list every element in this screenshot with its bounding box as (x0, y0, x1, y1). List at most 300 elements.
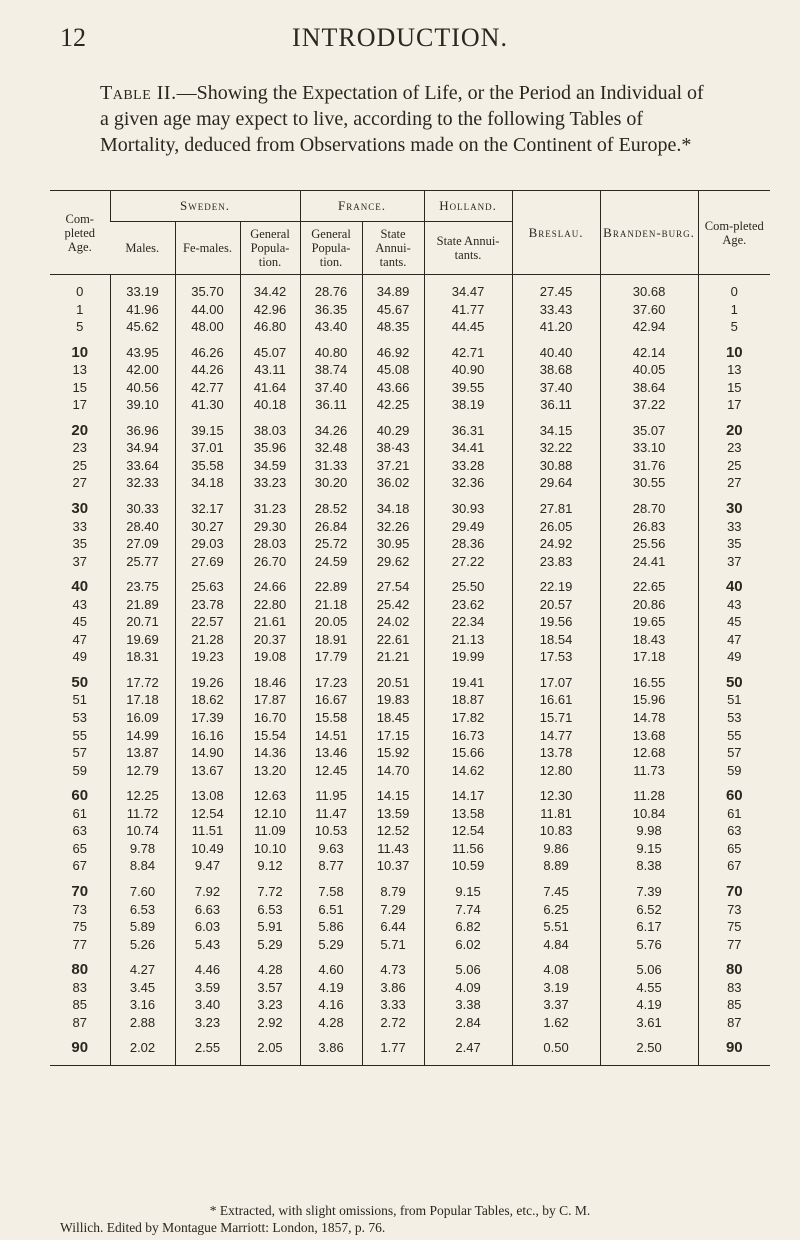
value-cell: 14.70 (362, 762, 424, 780)
value-cell: 30.27 (175, 518, 240, 536)
value-cell: 34.42 (240, 275, 300, 301)
value-cell: 2.05 (240, 1031, 300, 1065)
value-cell: 9.15 (600, 840, 698, 858)
age-cell: 59 (698, 762, 770, 780)
value-cell: 18.54 (512, 631, 600, 649)
value-cell: 36.96 (110, 414, 175, 440)
table-row (50, 901, 770, 919)
age-cell: 49 (72, 649, 87, 665)
value-cell: 16.16 (175, 727, 240, 745)
value-cell: 11.72 (110, 805, 175, 823)
col-header-france: France. (300, 191, 424, 222)
value-cell: 11.43 (362, 840, 424, 858)
col-header-holland-state: State Annui-tants. (424, 222, 512, 275)
value-cell: 12.45 (300, 762, 362, 780)
age-cell: 47 (698, 631, 770, 649)
value-cell: 5.29 (240, 936, 300, 954)
table-row (50, 979, 770, 997)
value-cell: 28.76 (300, 275, 362, 301)
value-cell: 32.36 (424, 474, 512, 492)
value-cell: 3.38 (424, 996, 512, 1014)
value-cell: 7.39 (600, 875, 698, 901)
value-cell: 19.99 (424, 648, 512, 666)
value-cell: 2.84 (424, 1014, 512, 1032)
value-cell: 2.88 (110, 1014, 175, 1032)
table-row (50, 840, 770, 858)
value-cell: 45.62 (110, 318, 175, 336)
age-cell: 51 (698, 691, 770, 709)
value-cell: 33.28 (424, 457, 512, 475)
value-cell: 40.80 (300, 336, 362, 362)
value-cell: 33.10 (600, 439, 698, 457)
value-cell: 41.20 (512, 318, 600, 336)
value-cell: 5.06 (424, 953, 512, 979)
value-cell: 23.78 (175, 596, 240, 614)
value-cell: 6.82 (424, 918, 512, 936)
value-cell: 21.28 (175, 631, 240, 649)
running-head: INTRODUCTION. (292, 23, 508, 52)
value-cell: 13.87 (110, 744, 175, 762)
value-cell: 8.38 (600, 857, 698, 875)
value-cell: 3.37 (512, 996, 600, 1014)
age-cell: 55 (698, 727, 770, 745)
value-cell: 21.61 (240, 613, 300, 631)
value-cell: 36.35 (300, 301, 362, 319)
value-cell: 5.26 (110, 936, 175, 954)
age-cell: 47 (72, 631, 87, 647)
table-row (50, 613, 770, 631)
value-cell: 37.40 (512, 379, 600, 397)
age-cell: 77 (698, 936, 770, 954)
value-cell: 32.22 (512, 439, 600, 457)
value-cell: 42.71 (424, 336, 512, 362)
value-cell: 12.63 (240, 779, 300, 805)
age-cell: 15 (72, 379, 87, 395)
value-cell: 20.37 (240, 631, 300, 649)
col-header-sweden-males: Males. (110, 222, 175, 275)
age-cell: 40 (698, 570, 770, 596)
age-cell: 10 (71, 343, 89, 361)
value-cell: 17.18 (600, 648, 698, 666)
value-cell: 30.68 (600, 275, 698, 301)
value-cell: 25.56 (600, 535, 698, 553)
value-cell: 13.78 (512, 744, 600, 762)
value-cell: 12.52 (362, 822, 424, 840)
value-cell: 6.02 (424, 936, 512, 954)
life-expectancy-table (50, 191, 770, 1066)
caption-text: —Showing the Expectation of Life, or the Period an Individual of a given age may expect to live, according to the following Tables of Mortality, deduced from Observations made on the Continent of Europe.* (100, 82, 704, 156)
value-cell: 14.62 (424, 762, 512, 780)
age-cell: 85 (698, 996, 770, 1014)
value-cell: 2.72 (362, 1014, 424, 1032)
table-row (50, 518, 770, 536)
value-cell: 19.08 (240, 648, 300, 666)
value-cell: 7.92 (175, 875, 240, 901)
age-cell: 43 (698, 596, 770, 614)
value-cell: 17.53 (512, 648, 600, 666)
value-cell: 24.41 (600, 553, 698, 571)
value-cell: 10.49 (175, 840, 240, 858)
table-body (50, 275, 770, 1066)
value-cell: 28.70 (600, 492, 698, 518)
value-cell: 18.43 (600, 631, 698, 649)
value-cell: 39.55 (424, 379, 512, 397)
value-cell: 8.84 (110, 857, 175, 875)
value-cell: 11.95 (300, 779, 362, 805)
value-cell: 10.59 (424, 857, 512, 875)
footnote (60, 1202, 740, 1236)
value-cell: 34.94 (110, 439, 175, 457)
value-cell: 20.71 (110, 613, 175, 631)
age-cell: 60 (698, 779, 770, 805)
value-cell: 23.62 (424, 596, 512, 614)
value-cell: 28.03 (240, 535, 300, 553)
value-cell: 15.66 (424, 744, 512, 762)
value-cell: 34.41 (424, 439, 512, 457)
value-cell: 18.45 (362, 709, 424, 727)
age-cell: 61 (72, 805, 87, 821)
value-cell: 12.10 (240, 805, 300, 823)
value-cell: 29.30 (240, 518, 300, 536)
value-cell: 29.49 (424, 518, 512, 536)
value-cell: 30.55 (600, 474, 698, 492)
table-row (50, 301, 770, 319)
table-row (50, 492, 770, 518)
table-row (50, 805, 770, 823)
value-cell: 15.54 (240, 727, 300, 745)
value-cell: 4.19 (600, 996, 698, 1014)
value-cell: 40.40 (512, 336, 600, 362)
value-cell: 27.54 (362, 570, 424, 596)
value-cell: 21.13 (424, 631, 512, 649)
table-row (50, 762, 770, 780)
value-cell: 3.86 (300, 1031, 362, 1065)
age-cell: 80 (698, 953, 770, 979)
value-cell: 36.02 (362, 474, 424, 492)
value-cell: 11.56 (424, 840, 512, 858)
value-cell: 33.19 (110, 275, 175, 301)
table-caption (100, 80, 710, 158)
value-cell: 16.09 (110, 709, 175, 727)
age-cell: 50 (698, 666, 770, 692)
col-header-france-general: General Popula-tion. (300, 222, 362, 275)
value-cell: 21.21 (362, 648, 424, 666)
value-cell: 13.20 (240, 762, 300, 780)
value-cell: 17.87 (240, 691, 300, 709)
age-cell: 25 (698, 457, 770, 475)
value-cell: 44.26 (175, 361, 240, 379)
value-cell: 6.44 (362, 918, 424, 936)
value-cell: 12.80 (512, 762, 600, 780)
col-header-holland: Holland. (424, 191, 512, 222)
age-cell: 25 (72, 457, 87, 473)
table-row (50, 570, 770, 596)
age-cell: 60 (71, 787, 89, 805)
value-cell: 34.18 (362, 492, 424, 518)
value-cell: 14.99 (110, 727, 175, 745)
table-row (50, 691, 770, 709)
value-cell: 12.79 (110, 762, 175, 780)
age-cell: 67 (72, 858, 87, 874)
col-header-sweden-females: Fe-males. (175, 222, 240, 275)
age-cell: 33 (698, 518, 770, 536)
value-cell: 24.92 (512, 535, 600, 553)
value-cell: 33.43 (512, 301, 600, 319)
value-cell: 9.78 (110, 840, 175, 858)
value-cell: 9.86 (512, 840, 600, 858)
value-cell: 41.30 (175, 396, 240, 414)
value-cell: 21.18 (300, 596, 362, 614)
col-header-france-state: State Annui-tants. (362, 222, 424, 275)
value-cell: 4.55 (600, 979, 698, 997)
value-cell: 46.92 (362, 336, 424, 362)
col-header-sweden: Sweden. (110, 191, 300, 222)
age-cell: 75 (72, 919, 87, 935)
value-cell: 22.34 (424, 613, 512, 631)
value-cell: 7.72 (240, 875, 300, 901)
age-cell: 50 (71, 673, 89, 691)
value-cell: 3.57 (240, 979, 300, 997)
value-cell: 42.94 (600, 318, 698, 336)
age-cell: 35 (698, 535, 770, 553)
value-cell: 6.53 (110, 901, 175, 919)
age-cell: 15 (698, 379, 770, 397)
table-row (50, 553, 770, 571)
value-cell: 4.19 (300, 979, 362, 997)
age-cell: 63 (72, 823, 87, 839)
value-cell: 32.33 (110, 474, 175, 492)
value-cell: 19.41 (424, 666, 512, 692)
table-row (50, 822, 770, 840)
value-cell: 3.40 (175, 996, 240, 1014)
value-cell: 41.64 (240, 379, 300, 397)
value-cell: 29.03 (175, 535, 240, 553)
value-cell: 25.63 (175, 570, 240, 596)
value-cell: 11.51 (175, 822, 240, 840)
value-cell: 14.90 (175, 744, 240, 762)
age-cell: 35 (72, 536, 87, 552)
value-cell: 37.21 (362, 457, 424, 475)
age-cell: 67 (698, 857, 770, 875)
table-row (50, 744, 770, 762)
value-cell: 24.02 (362, 613, 424, 631)
value-cell: 10.37 (362, 857, 424, 875)
age-cell: 0 (76, 284, 84, 299)
value-cell: 0.50 (512, 1031, 600, 1065)
value-cell: 35.07 (600, 414, 698, 440)
value-cell: 29.64 (512, 474, 600, 492)
value-cell: 15.58 (300, 709, 362, 727)
col-header-age-right: Com-pleted Age. (698, 191, 770, 275)
value-cell: 22.89 (300, 570, 362, 596)
value-cell: 40.90 (424, 361, 512, 379)
table-row (50, 727, 770, 745)
value-cell: 8.79 (362, 875, 424, 901)
value-cell: 6.63 (175, 901, 240, 919)
value-cell: 36.11 (512, 396, 600, 414)
age-cell: 1 (698, 301, 770, 319)
age-cell: 13 (698, 361, 770, 379)
value-cell: 25.42 (362, 596, 424, 614)
value-cell: 42.14 (600, 336, 698, 362)
value-cell: 3.61 (600, 1014, 698, 1032)
value-cell: 7.45 (512, 875, 600, 901)
value-cell: 5.71 (362, 936, 424, 954)
value-cell: 4.09 (424, 979, 512, 997)
value-cell: 13.67 (175, 762, 240, 780)
age-cell: 80 (71, 961, 89, 979)
col-header-brandenburg: Branden-burg. (600, 191, 698, 275)
value-cell: 28.52 (300, 492, 362, 518)
value-cell: 22.19 (512, 570, 600, 596)
age-cell: 57 (698, 744, 770, 762)
table-row (50, 875, 770, 901)
value-cell: 15.71 (512, 709, 600, 727)
table-row (50, 439, 770, 457)
value-cell: 39.10 (110, 396, 175, 414)
value-cell: 3.16 (110, 996, 175, 1014)
table-row (50, 666, 770, 692)
value-cell: 45.07 (240, 336, 300, 362)
value-cell: 3.86 (362, 979, 424, 997)
value-cell: 5.89 (110, 918, 175, 936)
age-cell: 43 (72, 596, 87, 612)
value-cell: 18.87 (424, 691, 512, 709)
value-cell: 19.83 (362, 691, 424, 709)
age-cell: 61 (698, 805, 770, 823)
value-cell: 32.48 (300, 439, 362, 457)
value-cell: 37.22 (600, 396, 698, 414)
value-cell: 19.26 (175, 666, 240, 692)
value-cell: 30.95 (362, 535, 424, 553)
value-cell: 30.20 (300, 474, 362, 492)
value-cell: 5.51 (512, 918, 600, 936)
value-cell: 44.00 (175, 301, 240, 319)
age-cell: 5 (698, 318, 770, 336)
age-cell: 77 (72, 936, 87, 952)
value-cell: 3.23 (240, 996, 300, 1014)
value-cell: 21.89 (110, 596, 175, 614)
value-cell: 13.68 (600, 727, 698, 745)
age-cell: 83 (72, 979, 87, 995)
value-cell: 33.23 (240, 474, 300, 492)
value-cell: 34.89 (362, 275, 424, 301)
value-cell: 34.59 (240, 457, 300, 475)
age-cell: 73 (72, 901, 87, 917)
value-cell: 34.26 (300, 414, 362, 440)
table-label: Table II. (100, 82, 177, 104)
value-cell: 18.91 (300, 631, 362, 649)
table-row (50, 918, 770, 936)
age-cell: 40 (71, 578, 89, 596)
age-cell: 37 (72, 553, 87, 569)
age-cell: 55 (72, 727, 87, 743)
value-cell: 10.53 (300, 822, 362, 840)
age-cell: 10 (698, 336, 770, 362)
value-cell: 38.68 (512, 361, 600, 379)
value-cell: 11.73 (600, 762, 698, 780)
value-cell: 43.95 (110, 336, 175, 362)
value-cell: 19.65 (600, 613, 698, 631)
value-cell: 2.50 (600, 1031, 698, 1065)
table-row (50, 596, 770, 614)
value-cell: 42.77 (175, 379, 240, 397)
value-cell: 5.76 (600, 936, 698, 954)
age-cell: 51 (72, 692, 87, 708)
table-row (50, 996, 770, 1014)
value-cell: 4.08 (512, 953, 600, 979)
age-cell: 59 (72, 762, 87, 778)
age-cell: 65 (698, 840, 770, 858)
value-cell: 26.05 (512, 518, 600, 536)
value-cell: 20.86 (600, 596, 698, 614)
value-cell: 25.72 (300, 535, 362, 553)
value-cell: 11.28 (600, 779, 698, 805)
age-cell: 75 (698, 918, 770, 936)
value-cell: 14.78 (600, 709, 698, 727)
value-cell: 7.74 (424, 901, 512, 919)
age-cell: 65 (72, 840, 87, 856)
value-cell: 12.54 (175, 805, 240, 823)
table-row (50, 336, 770, 362)
table-row (50, 414, 770, 440)
value-cell: 26.70 (240, 553, 300, 571)
age-cell: 73 (698, 901, 770, 919)
value-cell: 35.70 (175, 275, 240, 301)
value-cell: 20.51 (362, 666, 424, 692)
value-cell: 33.64 (110, 457, 175, 475)
value-cell: 2.02 (110, 1031, 175, 1065)
value-cell: 5.91 (240, 918, 300, 936)
value-cell: 3.19 (512, 979, 600, 997)
value-cell: 9.12 (240, 857, 300, 875)
value-cell: 5.43 (175, 936, 240, 954)
value-cell: 45.67 (362, 301, 424, 319)
value-cell: 22.65 (600, 570, 698, 596)
value-cell: 22.61 (362, 631, 424, 649)
value-cell: 4.73 (362, 953, 424, 979)
value-cell: 29.62 (362, 553, 424, 571)
value-cell: 4.84 (512, 936, 600, 954)
value-cell: 30.88 (512, 457, 600, 475)
value-cell: 4.27 (110, 953, 175, 979)
value-cell: 37.40 (300, 379, 362, 397)
value-cell: 32.26 (362, 518, 424, 536)
value-cell: 17.79 (300, 648, 362, 666)
table-row (50, 779, 770, 805)
value-cell: 11.09 (240, 822, 300, 840)
value-cell: 34.18 (175, 474, 240, 492)
value-cell: 15.92 (362, 744, 424, 762)
value-cell: 6.17 (600, 918, 698, 936)
value-cell: 43.11 (240, 361, 300, 379)
value-cell: 25.77 (110, 553, 175, 571)
footnote-line-1: * Extracted, with slight omissions, from Popular Tables, etc., by C. M. (209, 1203, 591, 1218)
value-cell: 3.23 (175, 1014, 240, 1032)
value-cell: 42.00 (110, 361, 175, 379)
value-cell: 1.62 (512, 1014, 600, 1032)
value-cell: 18.46 (240, 666, 300, 692)
page-header (60, 18, 740, 58)
age-cell: 27 (72, 475, 87, 491)
value-cell: 12.25 (110, 779, 175, 805)
value-cell: 19.23 (175, 648, 240, 666)
value-cell: 27.09 (110, 535, 175, 553)
value-cell: 40.18 (240, 396, 300, 414)
age-cell: 45 (72, 614, 87, 630)
age-cell: 30 (71, 500, 89, 518)
table-row (50, 1031, 770, 1065)
